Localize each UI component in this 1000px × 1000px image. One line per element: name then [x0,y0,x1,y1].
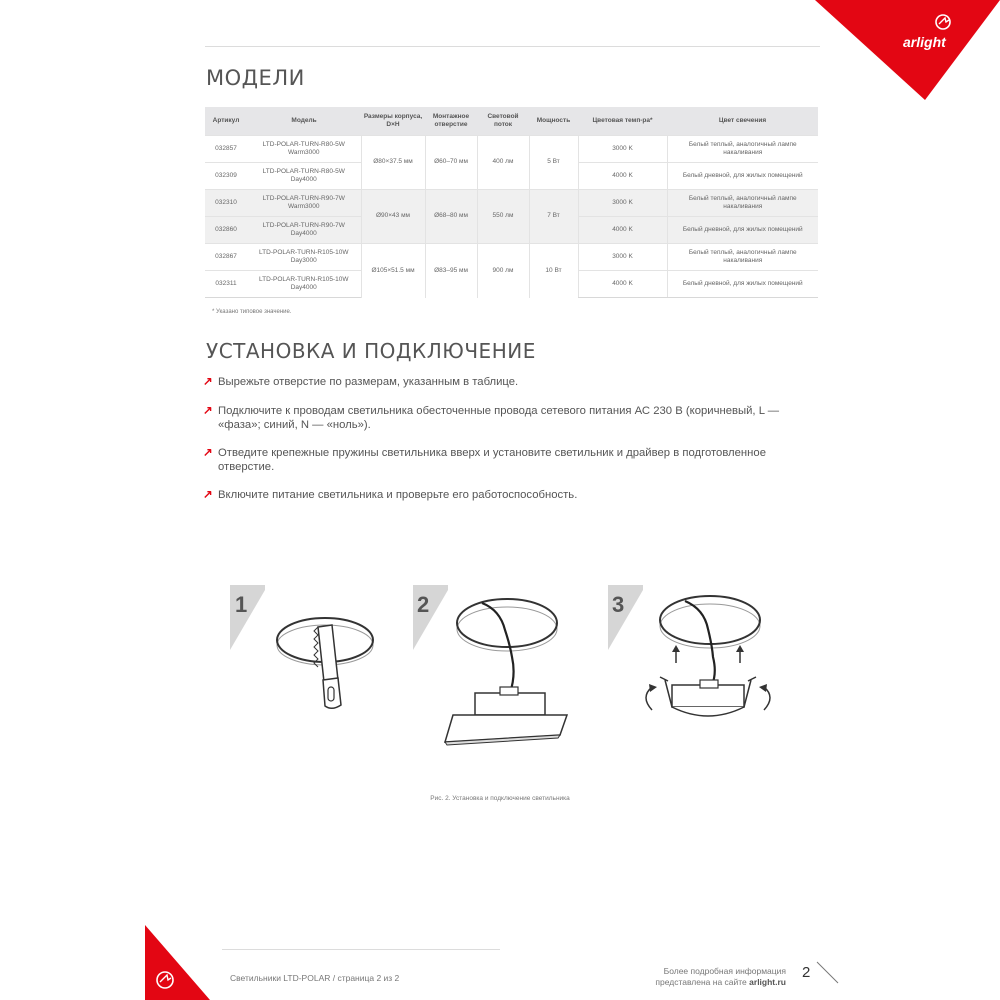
cell-cct: 3000 K [578,190,667,217]
footer-diagonal-line [815,960,840,985]
footer-website-info [655,966,786,988]
col-article: Артикул [205,107,247,136]
cell-cct: 3000 K [578,244,667,271]
cell-model: LTD-POLAR-TURN-R90-7W Day4000 [247,217,361,244]
cell-article: 032311 [205,271,247,298]
luminaire-icon [660,677,756,716]
col-model: Модель [247,107,361,136]
step-text: Вырежьте отверстие по размерам, указанным в таблице. [218,376,519,388]
cell-article: 032310 [205,190,247,217]
cell-color: Белый дневной, для жилых помещений [667,217,818,244]
cell-power: 10 Вт [529,244,578,298]
cell-model: LTD-POLAR-TURN-R105-10W Day3000 [247,244,361,271]
footer-document-info: Светильники LTD-POLAR / страница 2 из 2 [230,973,400,983]
step-2-illustration [413,585,567,745]
cell-cct: 4000 K [578,217,667,244]
page-number: 2 [802,964,811,981]
installation-figure [220,585,790,760]
table-row [205,244,818,271]
step-2-label: 2 [417,592,430,617]
brand-corner [815,0,1000,100]
cell-hole: Ø60–70 мм [425,136,477,190]
col-hole: Монтажное отверстие [425,107,477,136]
cell-article: 032857 [205,136,247,163]
table-header-row [205,107,818,136]
install-step [203,446,818,474]
install-step [203,404,818,432]
col-flux: Световой поток [477,107,529,136]
cell-hole: Ø68–80 мм [425,190,477,244]
table-footnote: * Указано типовое значение. [212,309,292,315]
models-title: МОДЕЛИ [206,66,305,90]
cell-size: Ø105×51.5 мм [361,244,425,298]
cell-flux: 550 лм [477,190,529,244]
step-3-label: 3 [612,592,625,617]
cell-model: LTD-POLAR-TURN-R80-5W Warm3000 [247,136,361,163]
cell-color: Белый теплый, аналогичный лампе накаливания [667,244,818,271]
cell-power: 7 Вт [529,190,578,244]
col-size: Размеры корпуса, D×H [361,107,425,136]
brand-corner-triangle [815,0,1000,100]
cell-flux: 400 лм [477,136,529,190]
figure-caption: Рис. 2. Установка и подключение светильника [430,795,570,802]
cell-size: Ø90×43 мм [361,190,425,244]
red-arrow-icon: ↗ [203,489,213,501]
red-arrow-icon: ↗ [203,405,213,417]
col-power: Мощность [529,107,578,136]
red-arrow-icon: ↗ [203,447,213,459]
cell-color: Белый дневной, для жилых помещений [667,271,818,298]
footer-logo-icon [145,925,215,1000]
logo-text: arlight [903,34,946,50]
step-1-illustration [230,585,373,708]
install-step [203,375,818,389]
cell-model: LTD-POLAR-TURN-R80-5W Day4000 [247,163,361,190]
cell-flux: 900 лм [477,244,529,298]
cell-article: 032860 [205,217,247,244]
step-1-label: 1 [235,592,248,617]
step-text: Отведите крепежные пружины светильника вверх и установите светильник и драйвер в подготовленное отверстие. [218,447,766,473]
step-text: Включите питание светильника и проверьте его работоспособность. [218,489,578,501]
cell-cct: 4000 K [578,271,667,298]
models-table [205,107,818,298]
cell-model: LTD-POLAR-TURN-R90-7W Warm3000 [247,190,361,217]
footer-info-line2: представлена на сайте [655,977,750,987]
step-3-illustration [608,585,770,716]
install-step [203,488,818,502]
cell-color: Белый теплый, аналогичный лампе накаливания [667,136,818,163]
cell-model: LTD-POLAR-TURN-R105-10W Day4000 [247,271,361,298]
cell-cct: 4000 K [578,163,667,190]
cell-cct: 3000 K [578,136,667,163]
cell-hole: Ø83–95 мм [425,244,477,298]
col-color: Цвет свечения [667,107,818,136]
cell-color: Белый дневной, для жилых помещений [667,163,818,190]
footer-info-line1: Более подробная информация [663,966,786,976]
install-title: УСТАНОВКА И ПОДКЛЮЧЕНИЕ [206,339,536,363]
table-row [205,190,818,217]
col-cct: Цветовая темп-ра* [578,107,667,136]
table-row [205,136,818,163]
red-arrow-icon: ↗ [203,376,213,388]
cell-article: 032867 [205,244,247,271]
cell-power: 5 Вт [529,136,578,190]
footer-divider [222,949,500,950]
cell-size: Ø80×37.5 мм [361,136,425,190]
cell-color: Белый теплый, аналогичный лампе накаливания [667,190,818,217]
step-text: Подключите к проводам светильника обесточенные провода сетевого питания АС 230 В (коричневый, L — «фаза»; синий, N — «ноль»). [218,405,779,431]
cell-article: 032309 [205,163,247,190]
top-divider [205,46,820,47]
luminaire-icon [445,687,567,745]
footer-site-link[interactable]: arlight.ru [749,977,786,987]
